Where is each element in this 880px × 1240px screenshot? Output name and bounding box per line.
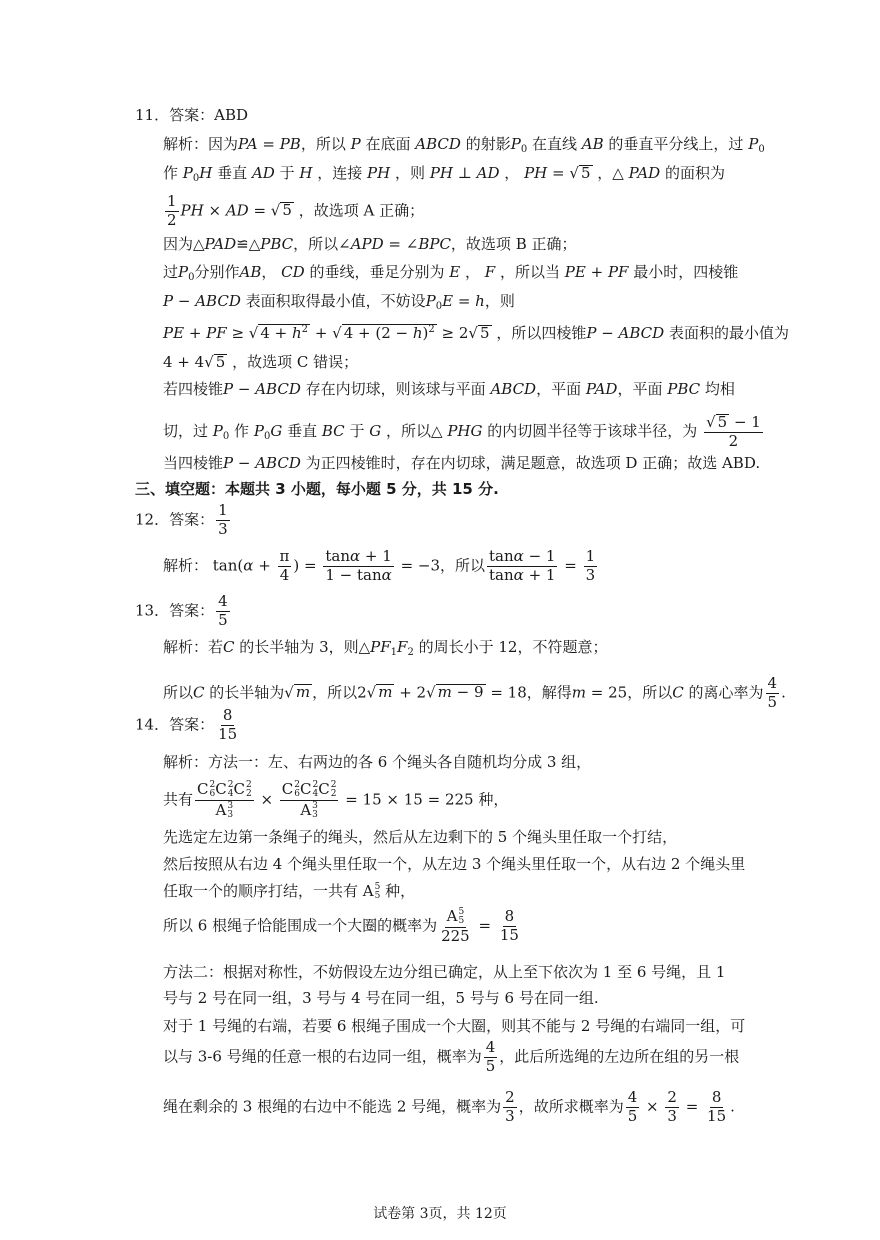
q14-method1-title xyxy=(163,755,591,770)
text: 共有 xyxy=(163,790,194,809)
text: 分别作 xyxy=(194,263,240,281)
q13-line-2: 所以C 的长半轴为√ m ，所以2√ m + 2√ m − 9 = 18，解得m = 25，所以C 的离心率为 $\frac{4}{5}$ . xyxy=(163,674,786,711)
text: ，所以△ xyxy=(386,421,443,440)
text: 均相 xyxy=(704,380,735,398)
text: 的面积为 xyxy=(664,164,725,182)
q11-line-7: PE + PF ≥ √ $4 + h^2$ + √ $4 + (2 - h)^2 \ge 2√$ 5 ，所以四棱锥P − ABCD 表面积的最小值为 xyxy=(163,324,789,342)
q11-line-1: 解析：因为PA = PB，所以 P 在底面 ABCD 的射影$P_0$ 在直线 AB 的垂直平分线上，过 $P_0$ xyxy=(163,135,765,155)
q14-answer-line xyxy=(135,708,241,743)
text: ，故选项 C 错误； xyxy=(232,353,359,371)
text: 绳在剩余的 3 根绳的右边中不能选 2 号绳，概率为 xyxy=(163,1097,502,1116)
text: 为正四棱锥时，存在内切球，满足题意，故选项 D 正确；故选 ABD. xyxy=(305,454,761,472)
q14-method1-line-3: 先选定左边第一条绳子的绳头，然后从左边剩下的 5 个绳头里任取一个打结， xyxy=(163,828,678,846)
text: 的长半轴为 3，则△ xyxy=(239,638,371,656)
q12-analysis-line: 解析： tan(α + $\frac{\pi}{4}$ ) = $\frac{\tan\alpha + 1}{1 - \tan\alpha}$ = −3，所以 $\frac{\tan\alpha - 1}{\tan\alpha + 1}$ = $\frac{1}{3}$ xyxy=(163,547,596,584)
text: ， xyxy=(504,164,520,182)
text: 在直线 xyxy=(531,135,577,153)
text: ，平面 xyxy=(617,380,663,398)
text: 所以 6 根绳子恰能围成一个大圈的概率为 xyxy=(163,916,438,935)
q11-answer-line xyxy=(135,108,248,123)
text: 最小时，四棱锥 xyxy=(633,263,739,281)
text: 过 xyxy=(163,263,179,281)
q11-analysis-label: 解析： xyxy=(163,135,209,153)
q11-line-4: 因为△PAD≌△PBC，所以∠APD = ∠BPC，故选项 B 正确； xyxy=(163,235,577,253)
q14-answer-label: 答案： xyxy=(169,715,215,734)
text: ，故所求概率为 xyxy=(518,1097,624,1116)
q13-answer-label: 答案： xyxy=(169,601,215,620)
q14-method2-line-1: 方法二：根据对称性，不妨假设左边分组已确定，从上至下依次为 1 至 6 号绳，且 1 xyxy=(163,963,726,981)
text: ，所以∠ xyxy=(293,235,351,253)
text: 表面积的最小值为 xyxy=(668,324,789,342)
q12-answer-label: 答案： xyxy=(169,510,215,529)
q13-line-1: 解析：若C 的长半轴为 3，则$\triangle PF_1F_2$ 的周长小于 12，不符题意； xyxy=(163,638,608,658)
text: = 15 × 15 = 225 种， xyxy=(345,790,509,809)
q11-line-6: P − ABCD 表面积取得最小值，不妨设$P_0E = h$，则 xyxy=(163,292,515,312)
text: 因为△ xyxy=(163,235,205,253)
text: ，平面 xyxy=(536,380,582,398)
q14-method1-line-4: 然后按照从右边 4 个绳头里任取一个，从左边 3 个绳头里任取一个，从右边 2 个绳头里 xyxy=(163,855,746,873)
text: 表面积取得最小值，不妨设 xyxy=(245,292,426,310)
text: ，则 xyxy=(484,292,515,310)
text: 的离心率为 xyxy=(688,683,764,702)
text: ， xyxy=(261,263,277,281)
text: 于 xyxy=(279,164,295,182)
q14-method1-line-2: 共有 C 2 6 C 2 4 C 2 2 A 3 3 × C 2 6 C 2 4 C 2 2 A 3 3 = 15 × 15 = 225 种， xyxy=(163,780,509,820)
text: = ∠ xyxy=(388,235,419,253)
q13-analysis-label: 解析： xyxy=(163,638,209,656)
q13-answer: $\frac{4}{5}$ xyxy=(218,592,228,629)
text: 当四棱锥 xyxy=(163,454,224,472)
text: ≌△ xyxy=(236,235,261,253)
q11-answer-label: 答案： xyxy=(169,106,215,124)
text: 若 xyxy=(208,638,224,656)
text: 垂直 xyxy=(287,421,318,440)
text: ，则 xyxy=(395,164,426,182)
q14-method1-line-5: 任取一个的顺序打结，一共有 A 5 5 种， xyxy=(163,882,416,901)
math: PA xyxy=(238,135,258,153)
q12-answer: $\frac{1}{3}$ xyxy=(218,501,228,538)
text: 的垂直平分线上，过 xyxy=(608,135,744,153)
q11-answer: ABD xyxy=(214,106,248,124)
q12-number: 12． xyxy=(135,510,170,529)
text: 的垂线，垂足分别为 xyxy=(309,263,445,281)
q14-answer: $\frac{8}{15}$ xyxy=(218,706,238,743)
q11-line-10: 切，过 $P_0$ 作 $P_0G$ 垂直 BC 于 G ，所以△ PHG 的内切圆半径等于该球半径，为 $\frac{√ 5 - 1}{2}$ xyxy=(163,413,761,450)
text: 方法一：左、右两边的各 6 个绳头各自随机均分成 3 组， xyxy=(208,753,592,771)
text: 若四棱锥 xyxy=(163,380,224,398)
text: 作 xyxy=(234,421,250,440)
q11-line-8: 4 + 4√ 5 ，故选项 C 错误； xyxy=(163,353,359,371)
text: 所以 xyxy=(163,683,194,702)
q14-method2-line-2: 号与 2 号在同一组，3 号与 4 号在同一组，5 号与 6 号在同一组. xyxy=(163,989,599,1007)
q11-line-2: 作 $P_0H$ 垂直 AD 于 H ，连接 PH ，则 PH ⊥ AD ， PH = √ 5 ，△ PAD 的面积为 xyxy=(163,164,725,184)
text: 作 xyxy=(163,164,179,182)
text: 垂直 xyxy=(217,164,248,182)
text: ，所以四棱锥 xyxy=(496,324,587,342)
text: ，解得 xyxy=(526,683,572,702)
q14-number: 14． xyxy=(135,715,170,734)
text: ，故选项 A 正确； xyxy=(298,201,425,220)
text: 在底面 xyxy=(365,135,411,153)
q11-line-5: 过$P_0$分别作AB， CD 的垂线，垂足分别为 E ， F ，所以当 PE + PF 最小时，四棱锥 xyxy=(163,263,739,283)
q13-answer-line xyxy=(135,594,232,629)
text: 因为 xyxy=(208,135,239,153)
q11-number: 11． xyxy=(135,106,170,124)
text: ，此后所选绳的左边所在组的另一根 xyxy=(499,1047,740,1066)
text: ，所以 xyxy=(627,683,673,702)
q14-method1-line-6: 所以 6 根绳子恰能围成一个大圈的概率为 A 5 5 225 = $\frac{8}{15}$ xyxy=(163,907,519,945)
text: 的内切圆半径等于该球半径，为 xyxy=(487,421,698,440)
text: ，△ xyxy=(597,164,624,182)
q12-analysis-label: 解析： xyxy=(163,556,209,575)
q14-method2-line-3: 对于 1 号绳的右端，若要 6 根绳子围成一个大圈，则其不能与 2 号绳的右端同一组，可 xyxy=(163,1017,746,1035)
text: 以与 3-6 号绳的任意一根的右边同一组，概率为 xyxy=(163,1047,482,1066)
text: 于 xyxy=(349,421,365,440)
q14-method2-line-5: 绳在剩余的 3 根绳的右边中不能选 2 号绳，概率为 $\frac{2}{3}$ ，故所求概率为 $\frac{4}{5}$ × $\frac{2}{3}$ = $\frac{8}{15}$ . xyxy=(163,1088,735,1125)
text: 的周长小于 12，不符题意； xyxy=(418,638,608,656)
q14-analysis-label: 解析： xyxy=(163,753,209,771)
q11-line-3: $\frac{1}{2}$ PH × AD = √ 5 ，故选项 A 正确； xyxy=(167,192,425,229)
text: ，所以 xyxy=(312,683,358,702)
q12-answer-line xyxy=(135,503,232,538)
text: ，故选项 B 正确； xyxy=(450,235,577,253)
text: ，连接 xyxy=(317,164,363,182)
text: ，所以 xyxy=(300,135,346,153)
q11-line-9: 若四棱锥P − ABCD 存在内切球，则该球与平面 ABCD，平面 PAD，平面 PBC 均相 xyxy=(163,380,735,398)
q13-number: 13． xyxy=(135,601,170,620)
text: ， xyxy=(464,263,480,281)
text: ，所以当 xyxy=(499,263,560,281)
text: 切，过 xyxy=(163,421,209,440)
page-footer: 试卷第 3页，共 12页 xyxy=(373,1206,507,1222)
text: 的长半轴为 xyxy=(209,683,285,702)
text: 存在内切球，则该球与平面 xyxy=(305,380,486,398)
text: ，所以 xyxy=(440,556,486,575)
text: 的射影 xyxy=(465,135,511,153)
text: 种， xyxy=(385,882,416,900)
section-3-heading: 三、填空题：本题共 3 小题，每小题 5 分，共 15 分. xyxy=(135,480,499,498)
text: 任取一个的顺序打结，一共有 xyxy=(163,882,359,900)
q11-line-11: 当四棱锥P − ABCD 为正四棱锥时，存在内切球，满足题意，故选项 D 正确；故选 ABD. xyxy=(163,454,761,472)
q14-method2-line-4: 以与 3-6 号绳的任意一根的右边同一组，概率为 $\frac{4}{5}$ ，此后所选绳的左边所在组的另一根 xyxy=(163,1038,740,1075)
